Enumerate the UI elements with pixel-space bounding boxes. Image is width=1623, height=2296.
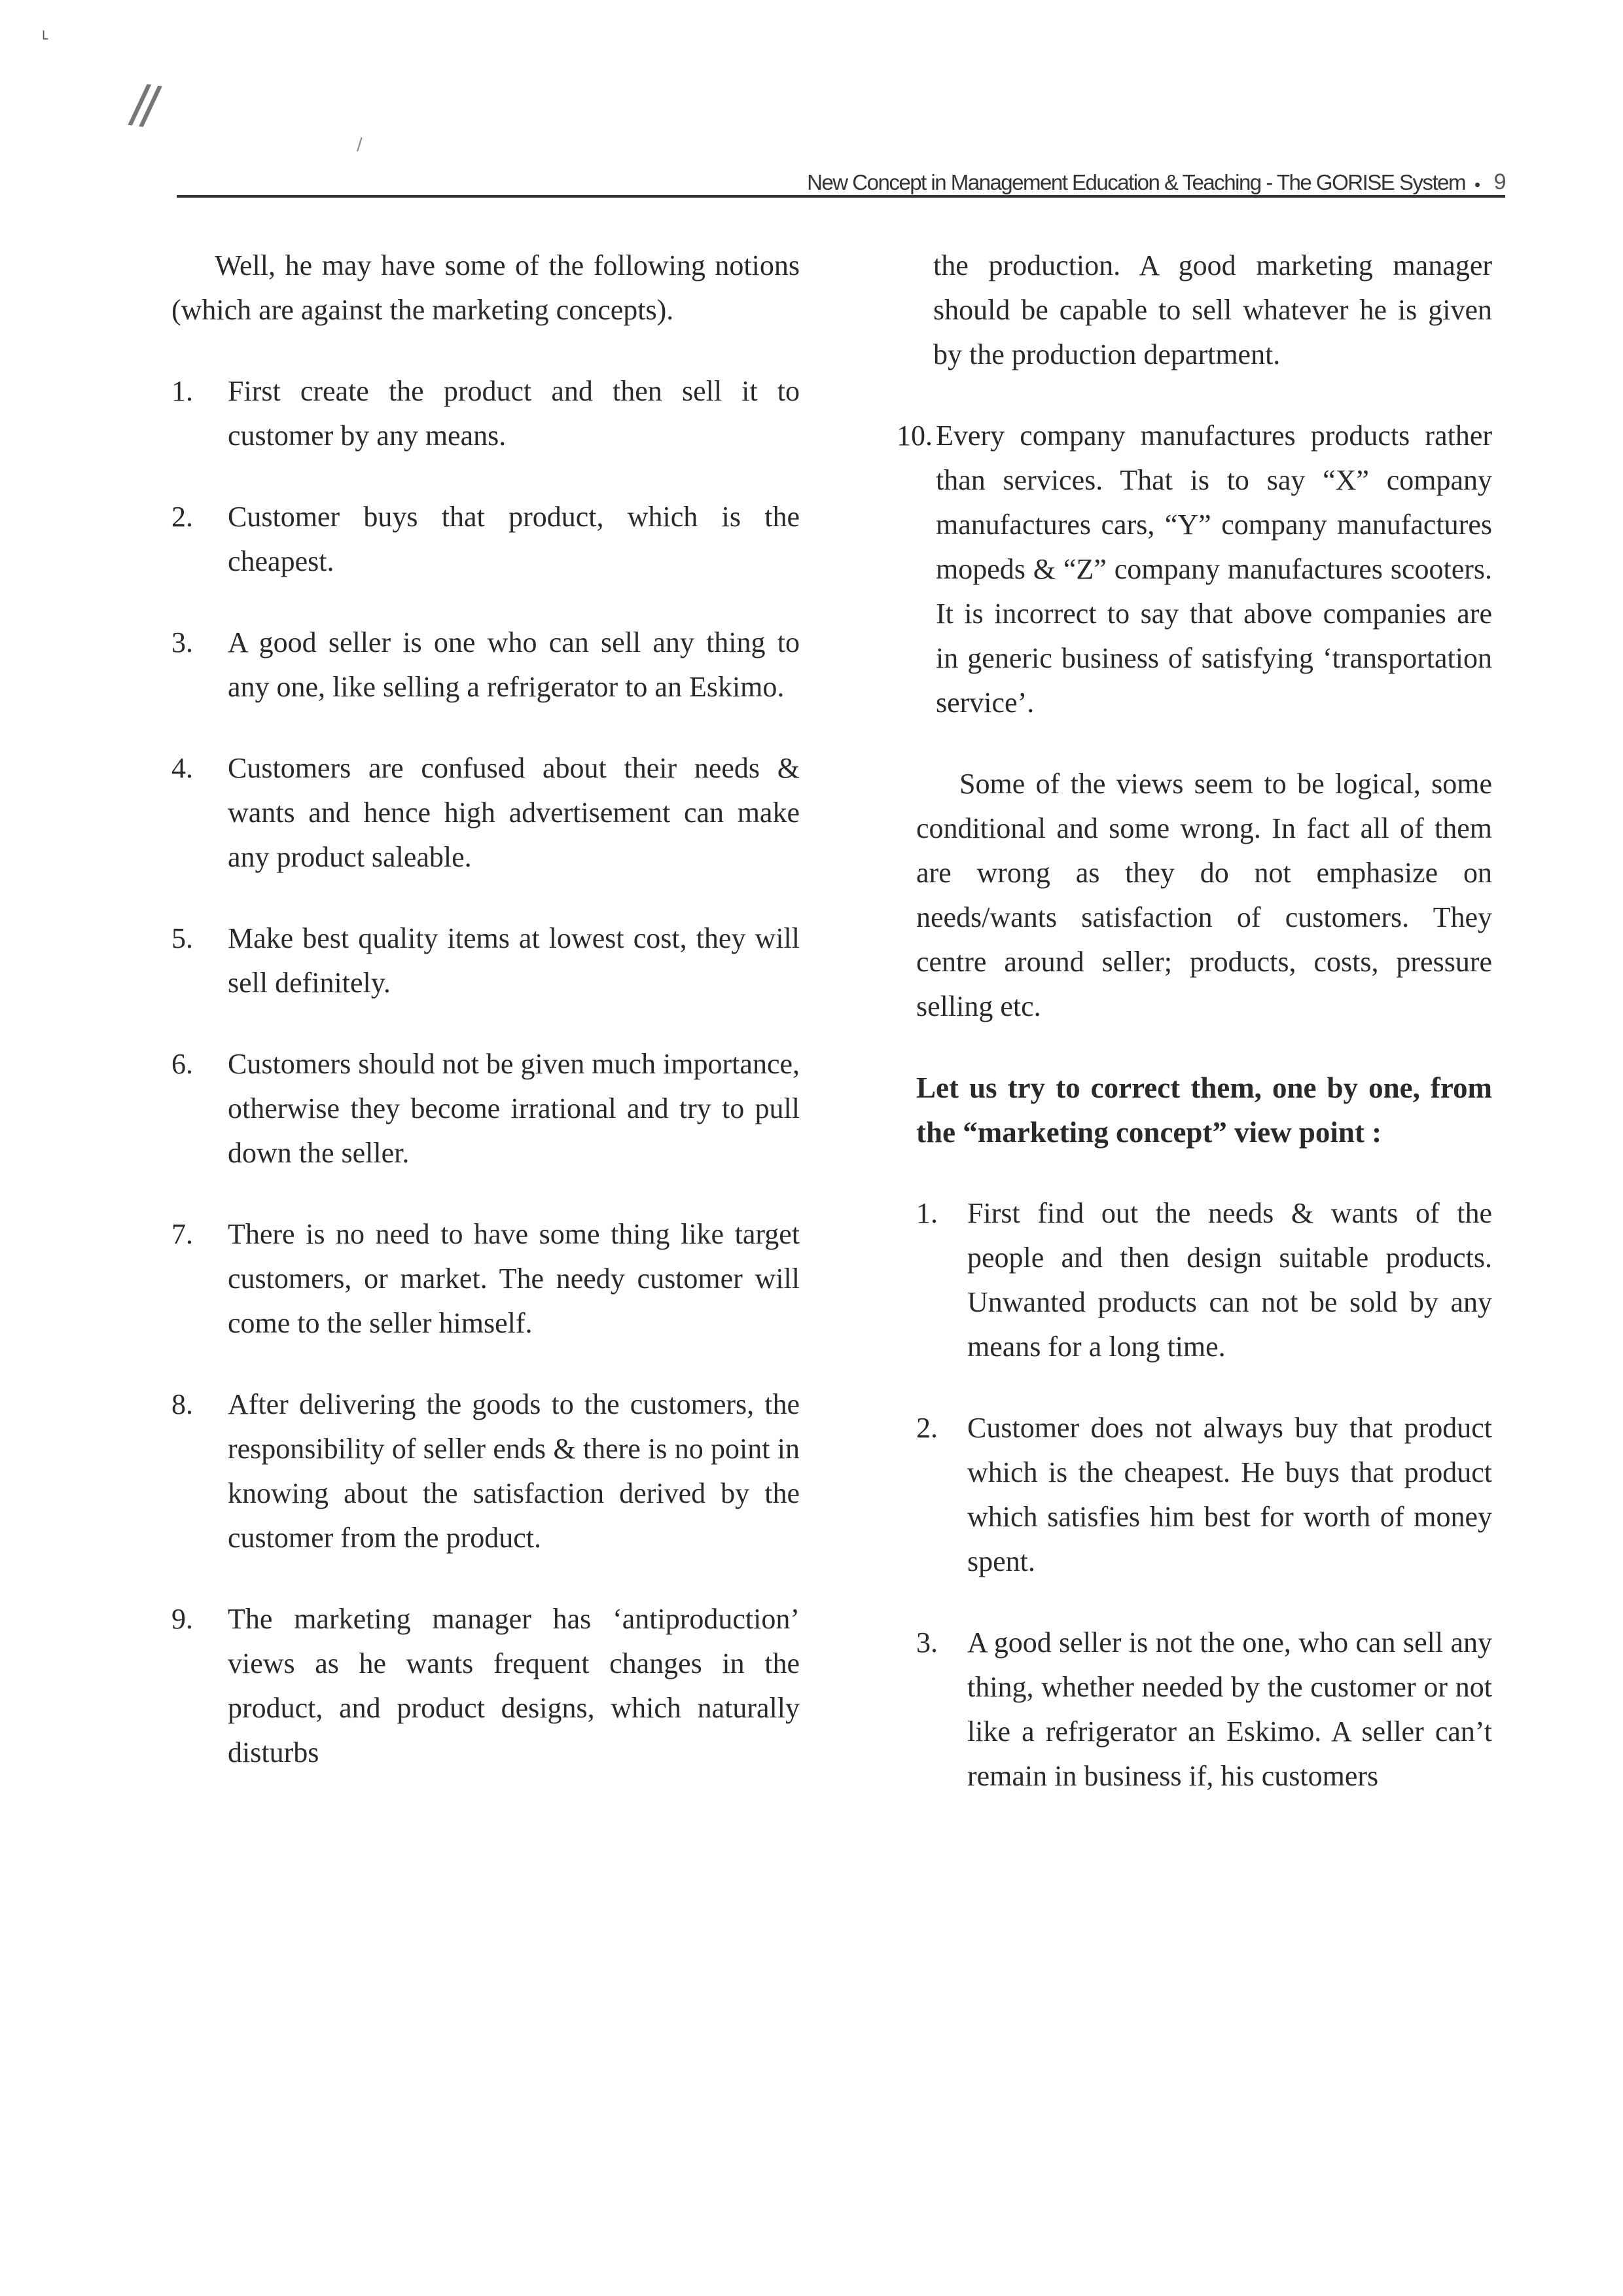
item-text: Make best quality items at lowest cost, they will sell definitely. (228, 922, 800, 999)
item-text: Customers should not be given much importance, otherwise they become irrational and try to pull down the seller. (228, 1048, 800, 1169)
corrections-list (916, 1191, 1492, 1799)
intro-paragraph: Well, he may have some of the following notions (which are against the marketing concepts). (171, 249, 800, 326)
running-title: New Concept in Management Education & Teaching - The GORISE System (807, 170, 1465, 194)
running-header (177, 156, 1505, 195)
list-item (916, 1406, 1492, 1584)
item-number: 9. (171, 1603, 193, 1635)
item-text: Every company manufactures products rather than services. That is to say “X” company manufactures cars, “Y” company manufactures mopeds & “Z” company manufactures scooters. It is incorrect to say that above companies are in generic business of satisfying ‘transportation service’. (936, 420, 1492, 719)
list-item (171, 916, 800, 1005)
list-item (916, 1191, 1492, 1369)
item-text: A good seller is not the one, who can sell any thing, whether needed by the customer or not like a refrigerator an Eskimo. A seller can’t remain in business if, his customers (967, 1626, 1492, 1792)
page-number: 9 (1493, 170, 1505, 194)
header-rule (177, 195, 1505, 198)
bullet-icon: • (1474, 175, 1480, 194)
item-number: 10. (897, 420, 933, 452)
list-item (171, 1597, 800, 1775)
item-number: 1. (171, 375, 193, 407)
item-text: After delivering the goods to the customers, the responsibility of seller ends & there is no point in knowing about the satisfaction derived by the customer from the product. (228, 1388, 800, 1554)
list-item (916, 1621, 1492, 1799)
list-item (171, 1212, 800, 1346)
list-item (171, 369, 800, 458)
item-number: 8. (171, 1388, 193, 1420)
item-number: 3. (171, 626, 193, 658)
item-number: 6. (171, 1048, 193, 1080)
notion-9-continued: the production. A good marketing manager should be capable to sell whatever he is given by the production department. (933, 249, 1492, 370)
item-text: First find out the needs & wants of the people and then design suitable products. Unwanted products can not be sold by any means for a long time. (967, 1197, 1492, 1363)
item-text: A good seller is one who can sell any thing to any one, like selling a refrigerator to an Eskimo. (228, 626, 800, 703)
item-text: The marketing manager has ‘antiproduction’ views as he wants frequent changes in the product, and product designs, which naturally disturbs (228, 1603, 800, 1768)
scan-artifact-corner: └ (39, 31, 48, 48)
item-number: 2. (916, 1412, 938, 1444)
item-number: 4. (171, 752, 193, 784)
item-number: 3. (916, 1626, 938, 1659)
notions-list (171, 369, 800, 1775)
list-item (897, 414, 1492, 725)
item-number: 2. (171, 501, 193, 533)
list-item (171, 495, 800, 584)
section-heading: Let us try to correct them, one by one, from the “marketing concept” view point : (916, 1071, 1492, 1149)
list-item (171, 1382, 800, 1560)
summary-paragraph: Some of the views seem to be logical, some conditional and some wrong. In fact all of them are wrong as they do not emphasize on needs/wants satisfaction of customers. They centre around seller; products, costs, pressure selling etc. (916, 768, 1492, 1022)
scan-artifact-slash: // (126, 72, 158, 135)
list-item (171, 620, 800, 709)
item-number: 5. (171, 922, 193, 954)
item-text: First create the product and then sell it to customer by any means. (228, 375, 800, 452)
item-text: Customer buys that product, which is the cheapest. (228, 501, 800, 577)
item-text: Customer does not always buy that product which is the cheapest. He buys that product which satisfies him best for worth of money spent. (967, 1412, 1492, 1577)
item-number: 1. (916, 1197, 938, 1229)
list-item (171, 746, 800, 880)
item-text: Customers are confused about their needs & wants and hence high advertisement can make any product saleable. (228, 752, 800, 873)
scan-artifact-tick: / (357, 135, 363, 154)
item-number: 7. (171, 1218, 193, 1250)
item-text: There is no need to have some thing like target customers, or market. The needy customer will come to the seller himself. (228, 1218, 800, 1339)
left-column (171, 243, 800, 1812)
list-item (171, 1042, 800, 1175)
right-column (897, 243, 1492, 1835)
